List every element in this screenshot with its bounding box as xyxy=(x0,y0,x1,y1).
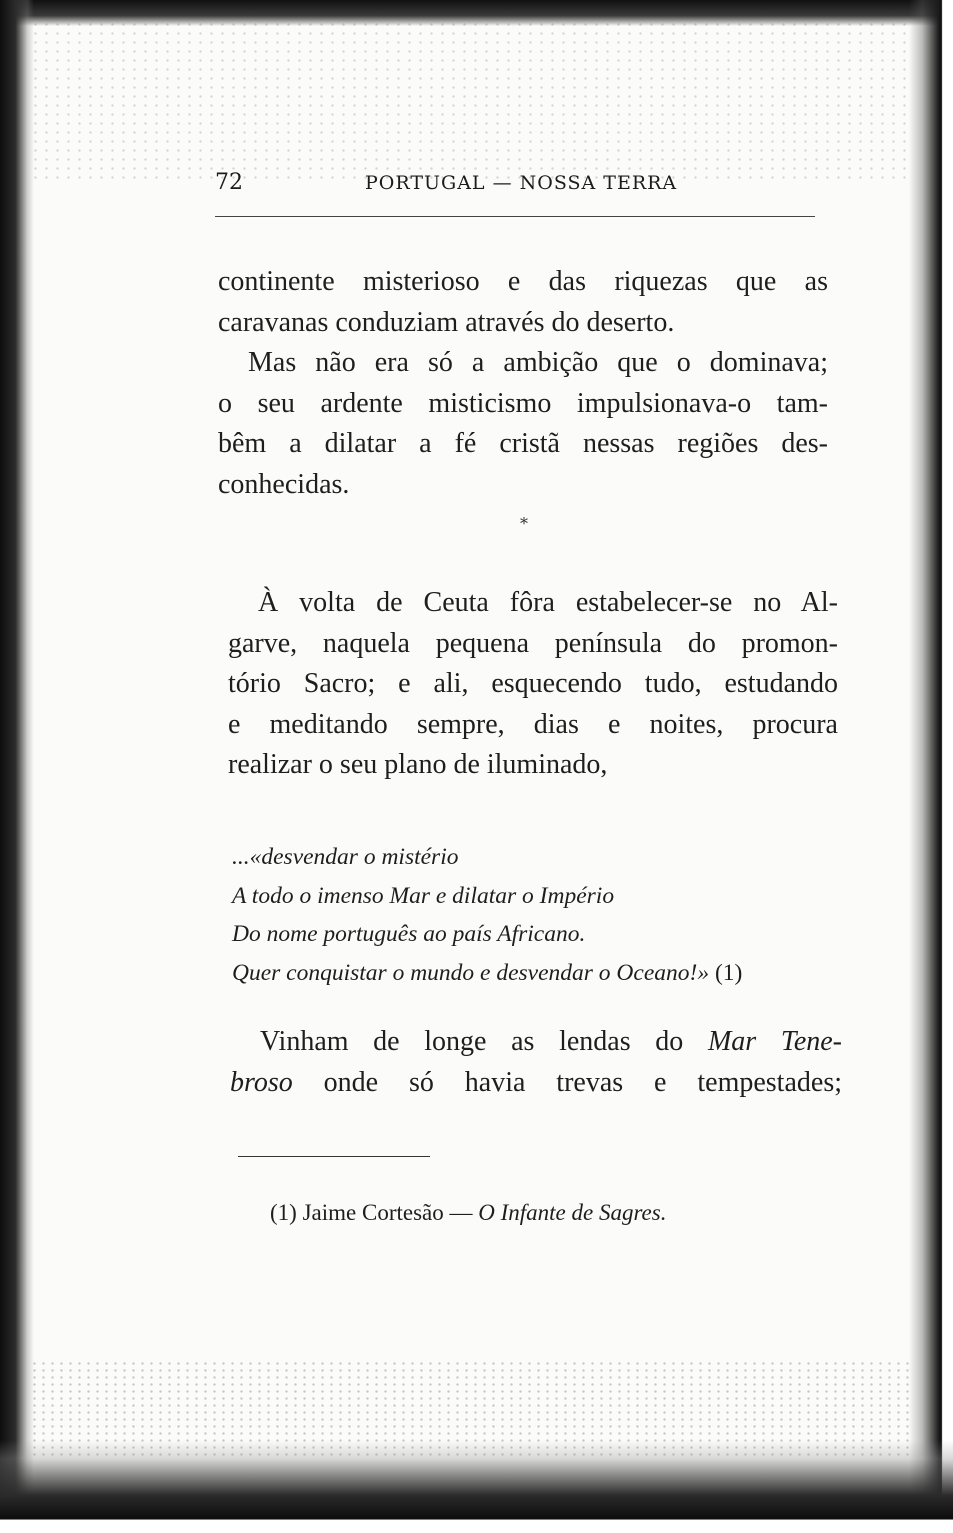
scan-border-bottom xyxy=(0,1440,953,1533)
verse-quotation xyxy=(232,838,844,992)
footnote-work-title: O Infante de Sagres. xyxy=(478,1200,667,1225)
italic-term: broso xyxy=(230,1066,293,1098)
text-line xyxy=(230,1022,842,1063)
text-line: tório Sacro; e ali, esquecendo tudo, estudando xyxy=(228,668,838,700)
text-line: realizar o seu plano de iluminado, xyxy=(228,749,608,781)
text-line xyxy=(230,1063,842,1104)
footnote-author: Jaime Cortesão — xyxy=(302,1200,473,1225)
footnote xyxy=(270,1200,810,1226)
text-run: Vinham de longe as lendas do xyxy=(260,1026,708,1057)
paragraph-3 xyxy=(230,1022,842,1103)
text-line: bêm a dilatar a fé cristã nessas regiões des- xyxy=(218,428,828,460)
text-line: À volta de Ceuta fôra estabelecer-se no Al- xyxy=(258,587,838,618)
text-line: Mas não era só a ambição que o dominava; xyxy=(248,347,828,379)
scan-border-top xyxy=(0,0,953,26)
text-line: conhecidas. xyxy=(218,468,350,500)
scan-border-right xyxy=(909,0,953,1533)
running-title: PORTUGAL — NOSSA TERRA xyxy=(365,172,678,194)
text-line: continente misterioso e das riquezas que as xyxy=(218,266,828,297)
header-rule xyxy=(215,216,815,217)
italic-term: Mar Tene- xyxy=(707,1026,843,1057)
footnote-marker: (1) xyxy=(270,1200,297,1225)
text-line: o seu ardente misticismo impulsionava-o tam- xyxy=(218,387,828,419)
footnote-rule xyxy=(238,1156,430,1157)
verse-line xyxy=(232,954,844,993)
paragraph-2 xyxy=(228,583,838,786)
footnote-reference: (1) xyxy=(714,959,743,986)
scan-border-left xyxy=(0,0,34,1533)
verse-line: ...«desvendar o mistério xyxy=(232,844,459,870)
section-separator: * xyxy=(520,514,528,533)
verse-line-text: Quer conquistar o mundo e desvendar o Oceano!» xyxy=(232,959,710,986)
paragraph-1 xyxy=(218,262,828,506)
page-header xyxy=(215,170,815,206)
verse-line: Do nome português ao país Africano. xyxy=(232,921,586,947)
page-number: 72 xyxy=(215,170,243,195)
verse-line: A todo o imenso Mar e dilatar o Império xyxy=(232,882,615,909)
text-line: caravanas conduziam através do deserto. xyxy=(218,306,675,338)
text-line: garve, naquela pequena península do promon- xyxy=(228,627,838,659)
scan-noise-top xyxy=(30,20,910,180)
text-line: e meditando sempre, dias e noites, procura xyxy=(228,708,838,740)
text-run: onde só havia trevas e tempestades; xyxy=(292,1066,842,1098)
